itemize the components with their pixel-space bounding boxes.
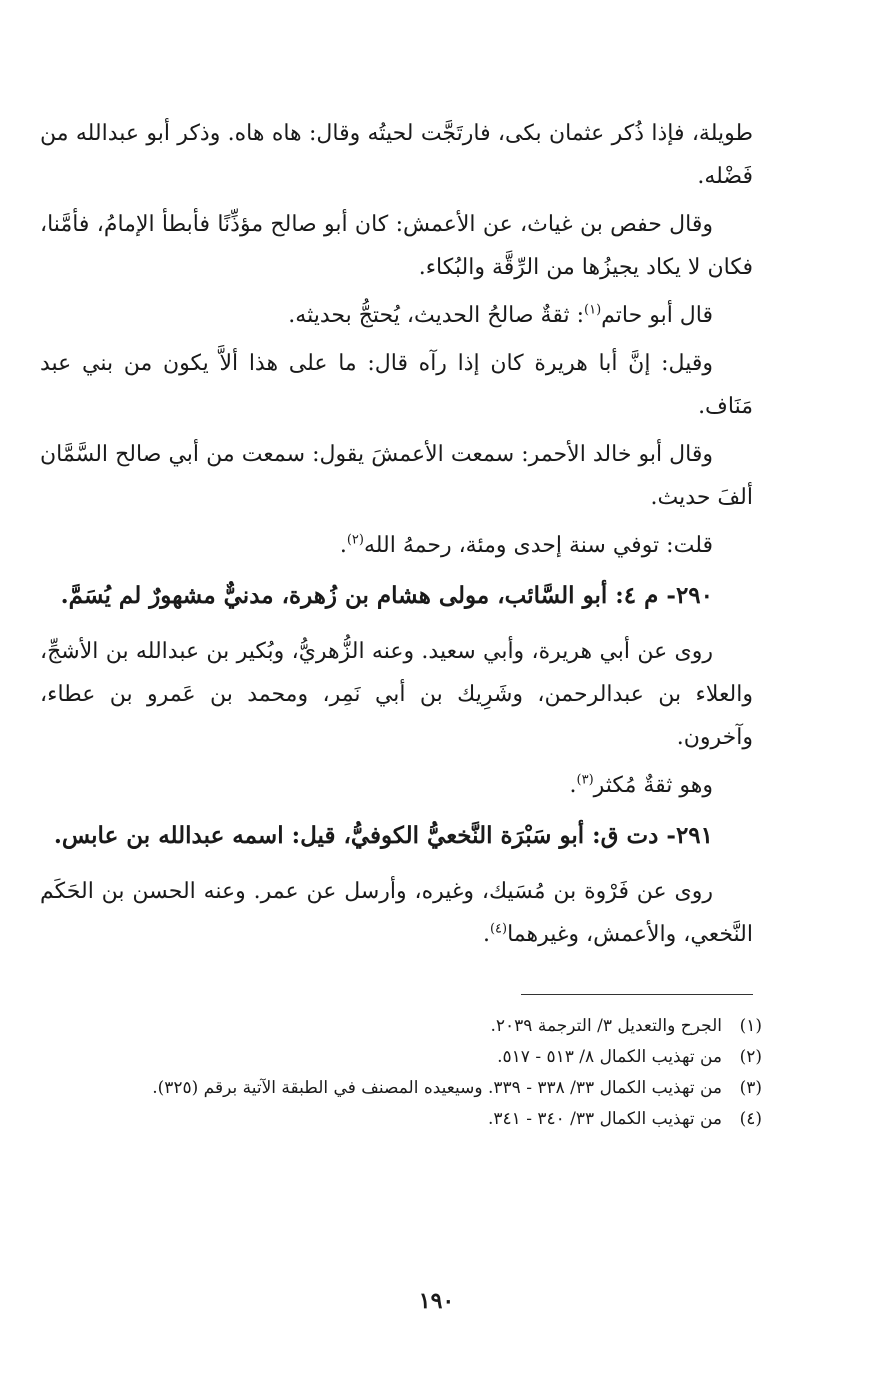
paragraph-text: وقيل: إنَّ أبا هريرة كان إذا رآه قال: ما على هذا ألاَّ يكون من بني عبد مَنَاف.: [40, 351, 753, 419]
paragraph-text: قال أبو حاتم: [601, 303, 713, 328]
footnote-item: [40, 1105, 762, 1133]
page-number: ١٩٠: [418, 1288, 455, 1314]
paragraph-text: وهو ثقةٌ مُكثر: [593, 773, 713, 798]
footnote-item: [40, 1012, 762, 1040]
paragraph-death-note: [40, 524, 753, 567]
entry-heading-291: [40, 812, 753, 860]
paragraph-text: .: [339, 533, 347, 558]
paragraph-abu-hurayra: [40, 342, 753, 428]
paragraph-entry-291-narrators: [40, 870, 753, 956]
footnotes-section: [40, 1012, 762, 1136]
footnote-ref-2[interactable]: (٢): [346, 532, 364, 548]
paragraph-abu-khalid: [40, 433, 753, 519]
footnote-text: من تهذيب الكمال ٣٣/ ٣٤٠ - ٣٤١.: [487, 1109, 722, 1129]
paragraph-text: .: [569, 773, 577, 798]
footnote-ref-4[interactable]: (٤): [489, 921, 508, 937]
footnote-mark: (١): [739, 1016, 762, 1036]
footnote-text: الجرح والتعديل ٣/ الترجمة ٢٠٣٩.: [490, 1016, 722, 1036]
paragraph-text: وقال أبو خالد الأحمر: سمعت الأعمشَ يقول: سمعت من أبي صالح السَّمَّان ألفَ حديث.: [40, 442, 753, 510]
footnote-mark: (٤): [739, 1109, 762, 1129]
entry-number: ٢٩١- دت ق:: [592, 822, 713, 849]
paragraph-entry-290-narrators: [40, 630, 753, 759]
paragraph-abu-hatim: [40, 294, 753, 337]
footnote-text: من تهذيب الكمال ٨/ ٥١٣ - ٥١٧.: [497, 1047, 722, 1067]
paragraph-text: طويلة، فإذا ذُكر عثمان بكى، فارتَجَّت لحيتُه وقال: هاه هاه. وذكر أبو عبدالله من فَضْله.: [40, 121, 753, 189]
footnote-mark: (٣): [739, 1078, 762, 1098]
footnote-text: من تهذيب الكمال ٣٣/ ٣٣٨ - ٣٣٩. وسيعيده المصنف في الطبقة الآتية برقم (٣٢٥).: [152, 1078, 722, 1098]
entry-heading-290: [40, 572, 753, 620]
footnote-ref-1[interactable]: (١): [584, 302, 602, 318]
footnote-divider: [521, 994, 753, 995]
entry-title: أبو سَبْرَة النَّخعيُّ الكوفيُّ، قيل: اسمه عبدالله بن عابس.: [53, 822, 585, 849]
paragraph-text: وقال حفص بن غياث، عن الأعمش: كان أبو صالح مؤذِّنًا فأبطأ الإمامُ، فأمَّنا، فكان لا يكاد يجيزُها من الرِّقَّة والبُكاء.: [40, 212, 753, 280]
entry-number: ٢٩٠- م ٤:: [615, 582, 713, 609]
page-body: [40, 112, 753, 961]
paragraph-hafs-quote: [40, 203, 753, 289]
paragraph-text: : ثقةٌ صالحُ الحديث، يُحتجُّ بحديثه.: [288, 303, 584, 328]
footnote-item: [40, 1043, 762, 1071]
paragraph-text: .: [482, 922, 490, 947]
paragraph-text: روى عن فَرْوة بن مُسَيك، وغيره، وأرسل عن عمر. وعنه الحسن بن الحَكَم النَّخعي، والأعمش، وغيرهما: [40, 879, 753, 947]
paragraph-continuation: [40, 112, 753, 198]
paragraph-text: روى عن أبي هريرة، وأبي سعيد. وعنه الزُّهريُّ، وبُكير بن عبدالله بن الأشجِّ، والعلاء بن عبدالرحمن، وشَرِيك بن أبي نَمِر، ومحمد بن عَمرو بن عطاء، وآخرون.: [40, 639, 753, 750]
footnote-mark: (٢): [739, 1047, 762, 1067]
paragraph-text: قلت: توفي سنة إحدى ومئة، رحمهُ الله: [363, 533, 713, 558]
footnote-item: [40, 1074, 762, 1102]
paragraph-entry-290-grade: [40, 764, 753, 807]
footnote-ref-3[interactable]: (٣): [576, 772, 594, 788]
entry-title: أبو السَّائب، مولى هشام بن زُهرة، مدنيٌّ مشهورٌ لم يُسَمَّ.: [60, 582, 608, 609]
